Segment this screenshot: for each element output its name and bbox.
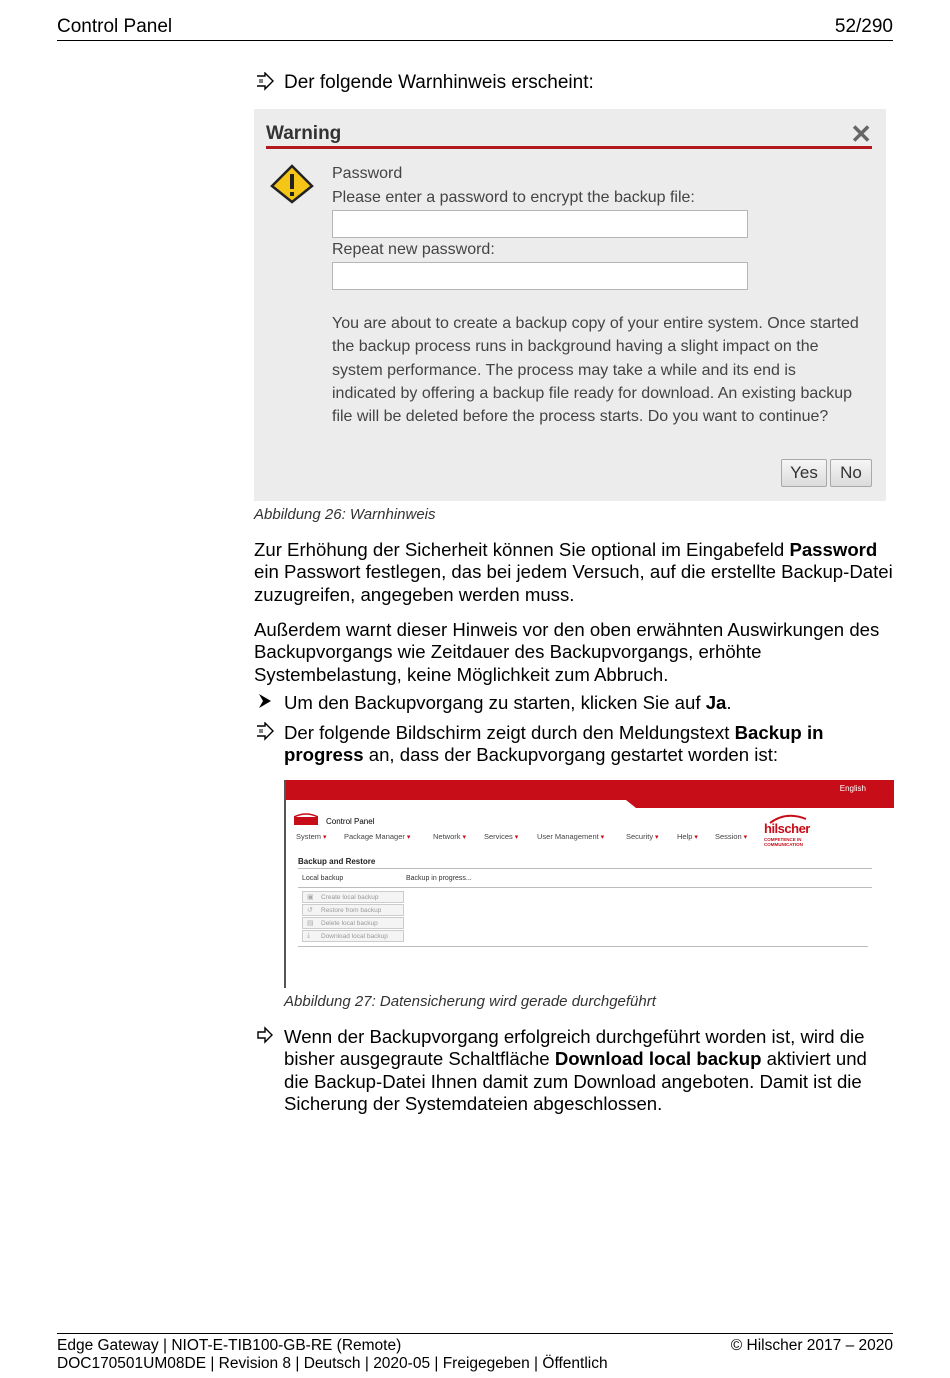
row-label: Local backup: [302, 875, 344, 882]
hilscher-logo: [764, 813, 820, 851]
create-local-backup-button[interactable]: [302, 891, 404, 903]
result-arrow-icon: [254, 72, 276, 92]
footer-rule: [57, 1333, 893, 1334]
button-label: Download local backup: [321, 933, 388, 940]
nav-item-network[interactable]: Network ▾: [433, 832, 466, 841]
nav-item-security[interactable]: Security ▾: [626, 832, 659, 841]
header-rule: [57, 40, 893, 41]
backup-status: Backup in progress...: [406, 875, 472, 882]
top-red-banner: [286, 780, 894, 810]
app-title: Control Panel: [326, 817, 375, 826]
close-icon[interactable]: ✕: [850, 119, 872, 149]
backup-screenshot: [284, 780, 894, 988]
password-input[interactable]: [332, 210, 748, 238]
header-section-title: Control Panel: [57, 16, 173, 37]
dialog-message: You are about to create a backup copy of your entire system. Once started the backup process runs in background having a slight impact on the system performance. The process may take a while and its end is indicated by offering a backup file ready for download. An existing backup file will be deleted before the process starts. Do you want to continue?: [332, 315, 859, 426]
logo-tagline-2: COMMUNICATION: [764, 842, 803, 847]
result-text-part: Wenn der Backupvorgang erfolgreich durchgeführt worden ist, wird die bisher ausgegraute Schaltfläche: [284, 1026, 865, 1070]
password-heading: Password: [332, 165, 403, 182]
nav-item-session[interactable]: Session ▾: [715, 832, 747, 841]
footer-copyright: © Hilscher 2017 – 2020: [730, 1337, 893, 1354]
paragraph-text: ein Passwort festlegen, das bei jedem Versuch, auf die erstellte Backup-Datei zuzugreifen, angegeben werden muss.: [254, 561, 893, 605]
footer-product: Edge Gateway | NIOT-E-TIB100-GB-RE (Remote): [57, 1337, 402, 1354]
warning-icon: [270, 164, 314, 204]
paragraph-bold: Password: [789, 539, 878, 560]
footer-document-info: DOC170501UM08DE | Revision 8 | Deutsch | 2020-05 | Freigegeben | Öffentlich: [57, 1355, 608, 1372]
figure-caption-26: Abbildung 26: Warnhinweis: [254, 506, 436, 523]
repeat-password-label: Repeat new password:: [332, 241, 495, 258]
figure-caption-27: Abbildung 27: Datensicherung wird gerade durchgeführt: [284, 993, 656, 1010]
paragraph-text: Zur Erhöhung der Sicherheit können Sie optional im Eingabefeld: [254, 539, 790, 560]
dialog-title-rule: [266, 146, 872, 149]
result-text: [284, 1026, 874, 1115]
no-button[interactable]: No: [830, 459, 872, 487]
logo-tagline-1: COMPETENCE IN: [764, 837, 802, 842]
nav-item-system[interactable]: System ▾: [296, 832, 326, 841]
step-text: [284, 692, 874, 714]
step-text-part: Um den Backupvorgang zu starten, klicken Sie auf: [284, 692, 706, 713]
restore-icon: ↺: [307, 907, 313, 914]
download-icon: ⤓: [307, 932, 311, 939]
button-label: Restore from backup: [321, 907, 382, 914]
trash-icon: ▤: [307, 920, 314, 927]
result-text-part: aktiviert und die Backup-Datei Ihnen damit zum Download angeboten. Damit ist die Sicherung der Systemdateien abgeschlossen.: [284, 1048, 867, 1114]
paragraph-warning-info: Außerdem warnt dieser Hinweis vor den oben erwähnten Auswirkungen des Backupvorgangs wie Zeitdauer des Backupvorgangs, erhöhte Systembelastung, keine Möglichkeit zum Abbruch.: [254, 619, 880, 685]
repeat-password-input[interactable]: [332, 262, 748, 290]
result-text: Der folgende Warnhinweis erscheint:: [284, 72, 594, 93]
step-text-bold: Ja: [705, 692, 727, 713]
result-text-bold: Backup in progress: [284, 722, 824, 766]
result-text-part: Der folgende Bildschirm zeigt durch den Meldungstext: [284, 722, 735, 743]
camera-icon: ▣: [307, 894, 314, 901]
section-heading: Backup and Restore: [298, 857, 376, 866]
button-label: Delete local backup: [321, 920, 378, 927]
nav-item-help[interactable]: Help ▾: [677, 832, 698, 841]
dialog-title: Warning: [266, 123, 342, 144]
logo-brand: hilscher: [764, 821, 810, 836]
restore-from-backup-button[interactable]: [302, 904, 404, 916]
header-page-number: 52/290: [834, 16, 893, 37]
outline-arrow-icon: [254, 1026, 276, 1044]
enter-password-label: Please enter a password to encrypt the backup file:: [332, 189, 695, 206]
result-text-bold: Download local backup: [554, 1048, 762, 1070]
result-arrow-icon: [254, 722, 276, 742]
language-link[interactable]: English: [839, 784, 866, 793]
section-rule: [298, 946, 868, 947]
step-arrowhead-icon: [254, 692, 276, 710]
nav-item-services[interactable]: Services ▾: [484, 832, 518, 841]
paragraph-password-info: [254, 539, 894, 606]
local-backup-row: [298, 868, 872, 888]
small-logo-icon: [294, 813, 318, 827]
nav-item-user-management[interactable]: User Management ▾: [537, 832, 604, 841]
nav-item-package-manager[interactable]: Package Manager ▾: [344, 832, 410, 841]
result-text: [284, 722, 874, 767]
yes-button[interactable]: Yes: [781, 459, 827, 487]
button-label: Create local backup: [321, 894, 379, 901]
delete-local-backup-button[interactable]: [302, 917, 404, 929]
result-text-part: an, dass der Backupvorgang gestartet worden ist:: [363, 744, 779, 766]
step-text-part: .: [726, 692, 732, 713]
download-local-backup-button[interactable]: [302, 930, 404, 942]
warning-dialog: [254, 109, 886, 501]
